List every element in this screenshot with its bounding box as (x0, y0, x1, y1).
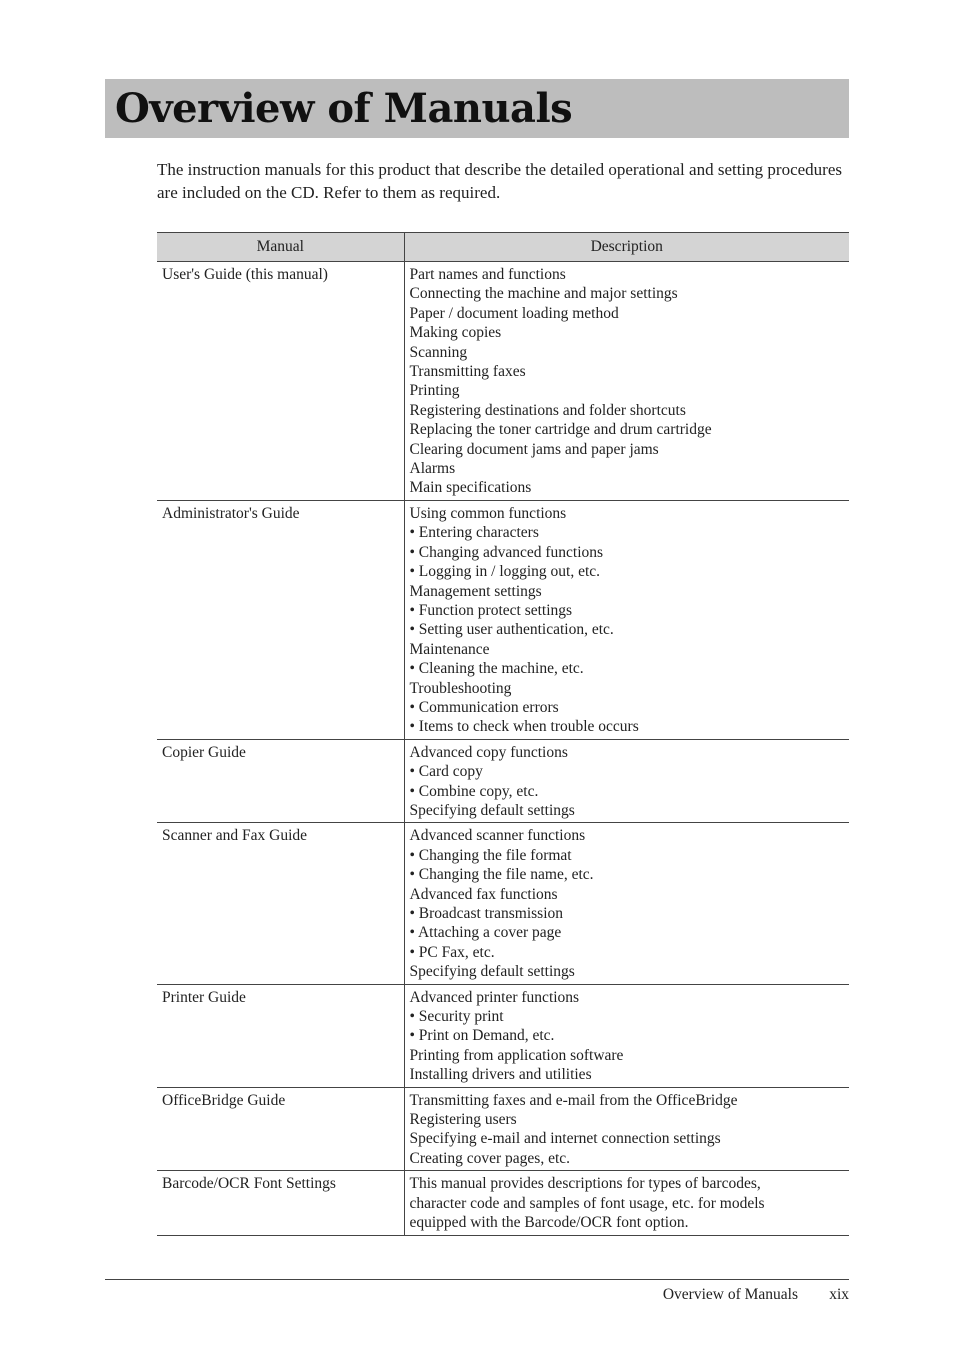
description-line: • Changing advanced functions (409, 543, 604, 561)
description-line: Creating cover pages, etc. (409, 1149, 571, 1167)
description-line: Clearing document jams and paper jams (409, 440, 659, 458)
description-line: • PC Fax, etc. (409, 943, 495, 961)
description-line: Alarms (409, 460, 456, 478)
manual-name-cell: Copier Guide (157, 739, 404, 823)
description-line: • Cleaning the machine, etc. (409, 660, 584, 678)
manual-name-cell: User's Guide (this manual) (157, 262, 404, 501)
table-row (157, 823, 849, 984)
manual-name-cell: OfficeBridge Guide (157, 1087, 404, 1171)
description-line: • Attaching a cover page (409, 924, 562, 942)
description-line: • Setting user authentication, etc. (409, 621, 614, 639)
description-cell (404, 1171, 849, 1235)
description-line: • Logging in / logging out, etc. (409, 563, 601, 581)
description-line: • Changing the file name, etc. (409, 866, 594, 884)
description-line: Registering users (409, 1111, 517, 1129)
description-line: This manual provides descriptions for types of barcodes, (409, 1175, 761, 1193)
description-line: Management settings (409, 582, 542, 600)
description-cell (404, 984, 849, 1087)
description-line: • Broadcast transmission (409, 905, 564, 922)
description-line: character code and samples of font usage, etc. for models (409, 1194, 765, 1212)
description-line: Registering destinations and folder shortcuts (409, 401, 686, 419)
description-line: • Items to check when trouble occurs (409, 718, 639, 736)
manual-name-cell: Scanner and Fax Guide (157, 823, 404, 984)
description-line: Using common functions (409, 504, 567, 522)
header-description: Description (404, 233, 849, 262)
manuals-table (157, 232, 849, 1236)
footer-divider (105, 1279, 849, 1280)
description-line: • Security print (409, 1008, 504, 1026)
description-cell (404, 262, 849, 501)
manual-name-cell: Printer Guide (157, 984, 404, 1087)
intro-paragraph: The instruction manuals for this product that describe the detailed operational and setting procedures are included on the CD. Refer to them as required. (157, 160, 842, 202)
description-cell (404, 1087, 849, 1171)
description-line: • Changing the file format (409, 846, 572, 864)
description-line: Installing drivers and utilities (409, 1066, 592, 1084)
manual-name-cell: Barcode/OCR Font Settings (157, 1171, 404, 1235)
description-line: equipped with the Barcode/OCR font option. (409, 1214, 689, 1232)
footer-page-number: xix (829, 1286, 849, 1303)
table-row (157, 984, 849, 1087)
description-line: • Communication errors (409, 698, 559, 716)
description-line: Transmitting faxes and e-mail from the OfficeBridge (409, 1091, 738, 1109)
description-line: Scanning (409, 343, 468, 361)
description-line: Specifying e-mail and internet connection settings (409, 1130, 721, 1148)
description-line: Main specifications (409, 479, 532, 497)
description-line: • Print on Demand, etc. (409, 1027, 555, 1045)
table-header-row (157, 233, 849, 262)
description-line: Maintenance (409, 640, 490, 658)
description-line: Troubleshooting (409, 679, 512, 697)
description-line: Replacing the toner cartridge and drum cartridge (409, 421, 712, 439)
manual-name-cell: Administrator's Guide (157, 500, 404, 739)
description-line: Specifying default settings (409, 801, 575, 819)
table-row (157, 739, 849, 823)
description-line: Advanced scanner functions (409, 827, 586, 845)
description-line: Paper / document loading method (409, 304, 619, 322)
description-line: Advanced copy functions (409, 743, 568, 761)
description-cell (404, 739, 849, 823)
page-title: Overview of Manuals (115, 85, 573, 132)
description-line: • Combine copy, etc. (409, 782, 539, 800)
description-line: Making copies (409, 324, 502, 342)
description-line: Connecting the machine and major settings (409, 285, 678, 303)
description-line: Transmitting faxes (409, 363, 526, 381)
description-line: Advanced printer functions (409, 988, 580, 1006)
title-banner (105, 79, 849, 138)
description-line: Printing from application software (409, 1046, 624, 1064)
table-row (157, 500, 849, 739)
description-line: • Card copy (409, 763, 483, 781)
table-row (157, 262, 849, 501)
description-line: Printing (409, 382, 460, 400)
description-line: Advanced fax functions (409, 885, 558, 903)
description-cell (404, 500, 849, 739)
footer-section-title: Overview of Manuals (662, 1286, 798, 1303)
description-line: • Function protect settings (409, 601, 573, 619)
description-cell (404, 823, 849, 984)
table-row (157, 1171, 849, 1235)
description-line: Part names and functions (409, 266, 566, 283)
description-line: • Entering characters (409, 524, 539, 542)
header-manual: Manual (157, 233, 404, 262)
table-row (157, 1087, 849, 1171)
description-line: Specifying default settings (409, 963, 575, 981)
